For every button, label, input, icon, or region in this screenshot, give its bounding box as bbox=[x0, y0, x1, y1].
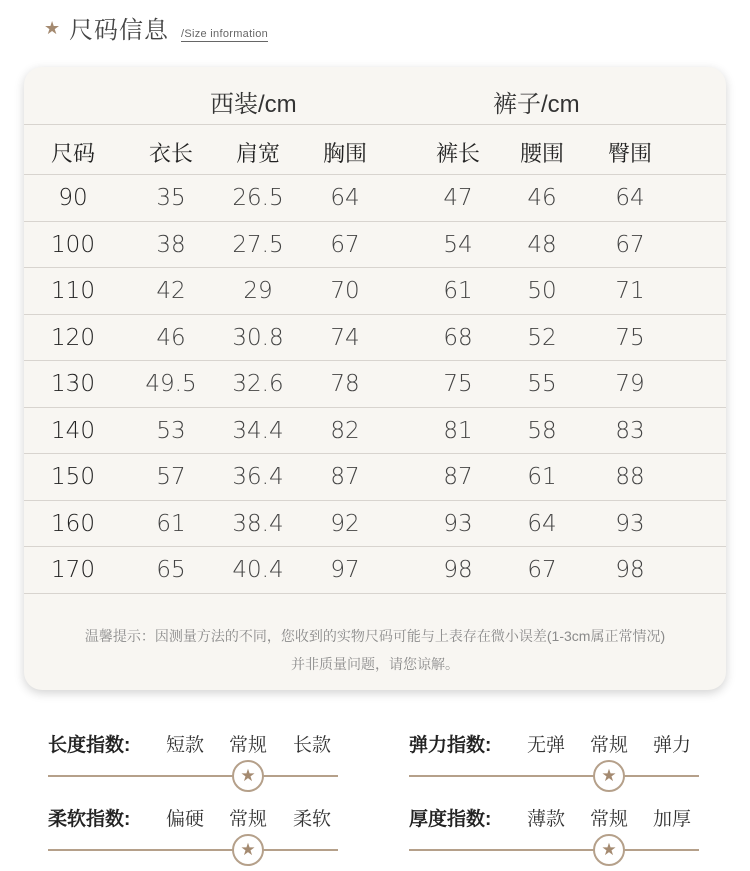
size-cell: 130 bbox=[51, 371, 95, 397]
index-option: 薄款 bbox=[526, 809, 565, 830]
column-header: 衣长 bbox=[148, 142, 193, 167]
table-cell: 67 bbox=[527, 557, 557, 583]
table-cell: 87 bbox=[443, 464, 473, 490]
size-cell: 140 bbox=[51, 417, 95, 444]
table-cell: 58 bbox=[527, 417, 557, 444]
index-track bbox=[48, 849, 338, 851]
table-cell: 61 bbox=[156, 510, 186, 537]
table-cell: 64 bbox=[330, 185, 360, 211]
table-row bbox=[24, 454, 726, 501]
table-row bbox=[24, 268, 726, 315]
table-cell: 26.5 bbox=[232, 185, 284, 211]
table-cell: 87 bbox=[330, 464, 360, 490]
thickness-index bbox=[409, 788, 699, 858]
table-group-row bbox=[24, 67, 726, 125]
column-header: 裤长 bbox=[435, 142, 480, 167]
table-cell: 83 bbox=[615, 417, 645, 444]
column-header: 肩宽 bbox=[235, 142, 280, 167]
pants-group-label: 裤子/cm bbox=[493, 91, 580, 118]
size-cell: 150 bbox=[51, 464, 95, 490]
star-icon: ★ bbox=[232, 834, 264, 866]
star-icon: ★ bbox=[593, 834, 625, 866]
table-cell: 38 bbox=[156, 231, 186, 258]
section-header bbox=[44, 10, 268, 46]
table-row bbox=[24, 361, 726, 408]
table-cell: 92 bbox=[330, 510, 360, 537]
column-header: 胸围 bbox=[322, 142, 367, 167]
index-option: 常规 bbox=[589, 735, 628, 756]
table-cell: 50 bbox=[527, 278, 557, 304]
index-option: 短款 bbox=[165, 735, 204, 756]
index-option: 无弹 bbox=[526, 735, 565, 756]
table-cell: 49.5 bbox=[145, 371, 197, 397]
table-cell: 98 bbox=[615, 557, 645, 583]
table-cell: 27.5 bbox=[232, 231, 284, 258]
index-option: 常规 bbox=[589, 809, 628, 830]
table-cell: 36.4 bbox=[232, 464, 284, 490]
table-cell: 52 bbox=[527, 324, 557, 351]
table-cell: 54 bbox=[443, 231, 473, 258]
table-row bbox=[24, 547, 726, 594]
index-option: 弹力 bbox=[652, 735, 691, 756]
index-option: 长款 bbox=[292, 735, 331, 756]
section-subtitle: /Size information bbox=[181, 28, 269, 40]
index-option: 柔软 bbox=[292, 809, 331, 830]
table-cell: 35 bbox=[156, 185, 186, 211]
table-cell: 32.6 bbox=[232, 371, 284, 397]
table-cell: 38.4 bbox=[232, 510, 284, 537]
table-row bbox=[24, 175, 726, 222]
index-option: 常规 bbox=[228, 809, 267, 830]
table-row bbox=[24, 408, 726, 455]
table-cell: 46 bbox=[527, 185, 557, 211]
size-cell: 120 bbox=[51, 324, 95, 351]
table-cell: 74 bbox=[330, 324, 360, 351]
table-cell: 93 bbox=[615, 510, 645, 537]
index-option: 常规 bbox=[228, 735, 267, 756]
star-icon: ★ bbox=[44, 18, 61, 38]
star-icon: ★ bbox=[593, 760, 625, 792]
size-cell: 170 bbox=[51, 557, 95, 583]
table-cell: 40.4 bbox=[232, 557, 284, 583]
table-cell: 67 bbox=[615, 231, 645, 258]
size-cell: 160 bbox=[51, 510, 95, 537]
table-cell: 65 bbox=[156, 557, 186, 583]
table-cell: 30.8 bbox=[232, 324, 284, 351]
table-cell: 61 bbox=[527, 464, 557, 490]
measurement-note bbox=[24, 622, 726, 678]
section-title: 尺码信息 bbox=[69, 17, 169, 44]
table-cell: 75 bbox=[443, 371, 473, 397]
table-cell: 67 bbox=[330, 231, 360, 258]
table-row bbox=[24, 315, 726, 362]
table-cell: 93 bbox=[443, 510, 473, 537]
table-cell: 88 bbox=[615, 464, 645, 490]
table-cell: 47 bbox=[443, 185, 473, 211]
table-cell: 98 bbox=[443, 557, 473, 583]
column-header: 臀围 bbox=[607, 142, 652, 167]
size-table bbox=[24, 67, 726, 690]
index-track bbox=[409, 775, 699, 777]
length-index bbox=[48, 714, 338, 784]
table-cell: 29 bbox=[243, 278, 273, 304]
index-label: 柔软指数: bbox=[48, 809, 131, 830]
table-cell: 75 bbox=[615, 324, 645, 351]
table-header-row bbox=[24, 125, 726, 175]
column-header: 尺码 bbox=[50, 142, 95, 167]
index-option: 加厚 bbox=[652, 809, 691, 830]
index-track bbox=[48, 775, 338, 777]
table-cell: 53 bbox=[156, 417, 186, 444]
table-cell: 70 bbox=[330, 278, 360, 304]
elasticity-index bbox=[409, 714, 699, 784]
table-cell: 78 bbox=[330, 371, 360, 397]
table-cell: 64 bbox=[615, 185, 645, 211]
softness-index bbox=[48, 788, 338, 858]
table-cell: 55 bbox=[527, 371, 557, 397]
table-cell: 81 bbox=[443, 417, 473, 444]
table-cell: 48 bbox=[527, 231, 557, 258]
size-cell: 110 bbox=[51, 278, 95, 304]
index-label: 厚度指数: bbox=[409, 809, 492, 830]
suit-group-label: 西装/cm bbox=[210, 91, 297, 118]
column-header: 腰围 bbox=[519, 142, 564, 167]
table-cell: 71 bbox=[615, 278, 645, 304]
index-label: 弹力指数: bbox=[409, 735, 492, 756]
index-label: 长度指数: bbox=[48, 735, 131, 756]
table-cell: 82 bbox=[330, 417, 360, 444]
table-cell: 42 bbox=[156, 278, 186, 304]
size-cell: 100 bbox=[51, 231, 95, 258]
table-cell: 57 bbox=[156, 464, 186, 490]
table-row bbox=[24, 222, 726, 269]
table-row bbox=[24, 501, 726, 548]
size-cell: 90 bbox=[58, 185, 88, 211]
table-cell: 34.4 bbox=[232, 417, 284, 444]
note-line-1: 温馨提示：因测量方法的不同，您收到的实物尺码可能与上表存在微小误差(1-3cm属正常情况) bbox=[84, 628, 666, 644]
star-icon: ★ bbox=[232, 760, 264, 792]
table-cell: 79 bbox=[615, 371, 645, 397]
table-cell: 97 bbox=[330, 557, 360, 583]
index-option: 偏硬 bbox=[165, 809, 204, 830]
table-cell: 68 bbox=[443, 324, 473, 351]
index-track bbox=[409, 849, 699, 851]
table-cell: 46 bbox=[156, 324, 186, 351]
note-line-2: 并非质量问题，请您谅解。 bbox=[291, 656, 459, 672]
table-cell: 64 bbox=[527, 510, 557, 537]
table-cell: 61 bbox=[443, 278, 473, 304]
